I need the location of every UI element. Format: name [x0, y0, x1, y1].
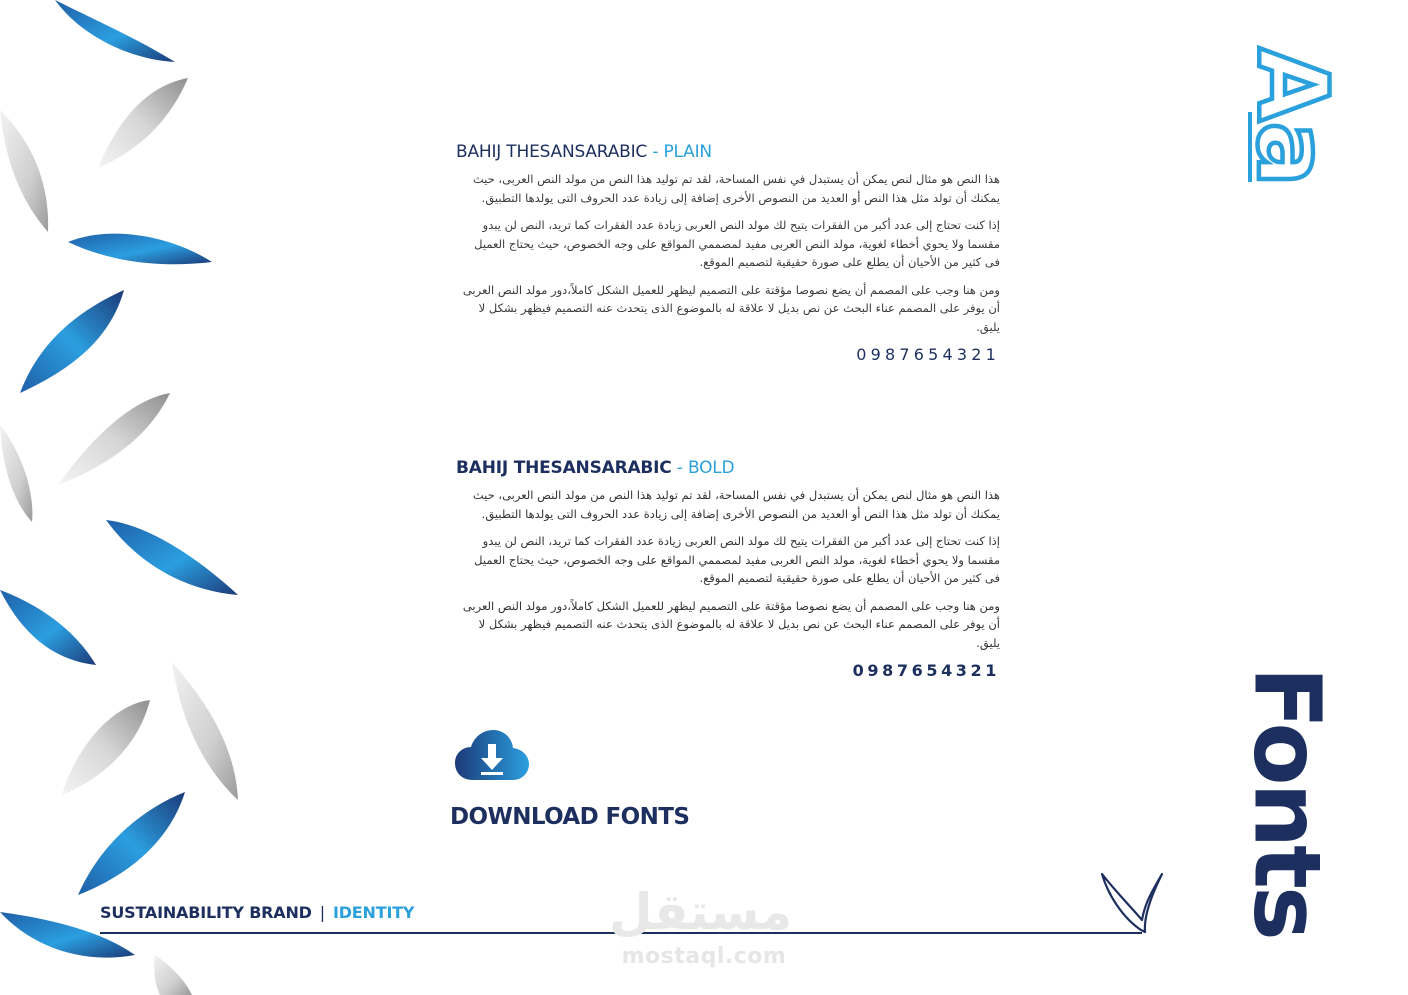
- brand-separator: |: [319, 903, 325, 922]
- brand-chevron-icon: [1098, 870, 1168, 936]
- sample-paragraph: ومن هنا وجب على المصمم أن يضع نصوصا مؤقتة على التصميم ليظهر للعميل الشكل كاملاً،دور مولد النص العربى أن يوفر على المصمم عناء البحث عن نص بديل لا علاقة له بالموضوع الذى يتحدث عنه التصميم فيظهر بشكل لا يليق.: [462, 598, 1000, 650]
- sample-paragraph: هذا النص هو مثال لنص يمكن أن يستبدل في نفس المساحة، لقد تم توليد هذا النص من مولد النص العربى، حيث يمكنك أن تولد مثل هذا النص أو العديد من النصوص الأخرى إضافة إلى زيادة عدد الحروف التى يولدها التطبيق.: [472, 172, 1000, 205]
- leaf-gray: [62, 700, 150, 795]
- brand-primary: SUSTAINABILITY BRAND: [100, 903, 312, 922]
- sample-digits: 0987654321: [856, 345, 1000, 364]
- sample-paragraph: إذا كنت تحتاج إلى عدد أكبر من الفقرات يتيح لك مولد النص العربى زيادة عدد الفقرات كما تريد، النص لن يبدو مقسما ولا يحوي أخطاء لغوية، مولد النص العربى مفيد لمصممي المواقع على وجه الخصوص، حيث يحتاج العميل فى كثير من الأحيان أن يطلع على صورة حقيقية لتصميم الموقع.: [474, 534, 1000, 585]
- leaf-gray: [0, 110, 48, 232]
- watermark-arabic: مستقل: [609, 883, 792, 941]
- sample-paragraph: ومن هنا وجب على المصمم أن يضع نصوصا مؤقتة على التصميم ليظهر للعميل الشكل كاملاً،دور مولد النص العربى أن يوفر على المصمم عناء البحث عن نص بديل لا علاقة له بالموضوع الذى يتحدث عنه التصميم فيظهر بشكل لا يليق.: [462, 282, 1000, 334]
- title-separator: -: [647, 142, 664, 162]
- brand-secondary: IDENTITY: [332, 903, 415, 922]
- font-title: [456, 458, 1000, 478]
- font-name: BAHIJ THESANSARABIC: [456, 142, 648, 162]
- sample-paragraph: هذا النص هو مثال لنص يمكن أن يستبدل في نفس المساحة، لقد تم توليد هذا النص من مولد النص العربى، حيث يمكنك أن تولد مثل هذا النص أو العديد من النصوص الأخرى إضافة إلى زيادة عدد الحروف التى يولدها التطبيق.: [472, 488, 1000, 521]
- sample-digits: 0987654321: [852, 661, 1000, 680]
- leaf-blue: [106, 520, 238, 595]
- title-separator: -: [671, 458, 688, 478]
- font-title: [456, 142, 1000, 162]
- download-fonts-link[interactable]: DOWNLOAD FONTS: [450, 804, 690, 830]
- leaf-gray: [154, 955, 192, 995]
- cloud-download-icon[interactable]: [455, 730, 529, 782]
- leaf-blue: [55, 0, 175, 62]
- page-title: [1232, 662, 1342, 942]
- footer-brand: [100, 903, 414, 922]
- leaf-gray: [172, 662, 238, 800]
- font-variant: BOLD: [687, 458, 735, 478]
- leaf-blue: [20, 290, 124, 393]
- leaf-blue: [0, 590, 96, 665]
- svg-text:Fonts: Fonts: [1233, 666, 1341, 938]
- leaf-gray: [0, 425, 32, 522]
- font-name: BAHIJ THESANSARABIC: [456, 458, 672, 478]
- leaf-blue: [78, 792, 185, 895]
- aa-glyph-icon: [1236, 42, 1348, 192]
- sample-paragraph: إذا كنت تحتاج إلى عدد أكبر من الفقرات يتيح لك مولد النص العربى زيادة عدد الفقرات كما تريد، النص لن يبدو مقسما ولا يحوي أخطاء لغوية، مولد النص العربى مفيد لمصممي المواقع على وجه الخصوص، حيث يحتاج العميل فى كثير من الأحيان أن يطلع على صورة حقيقية لتصميم الموقع.: [474, 218, 1000, 269]
- font-sample-plain: [456, 142, 1000, 364]
- svg-text:Aa: Aa: [1236, 47, 1348, 187]
- font-sample-bold: [456, 458, 1000, 680]
- decorative-leaves: [0, 0, 260, 995]
- watermark-url: mostaql.com: [621, 944, 787, 969]
- leaf-blue: [68, 234, 212, 265]
- font-variant: PLAIN: [663, 142, 712, 162]
- leaf-gray: [98, 78, 188, 168]
- leaf-gray: [58, 393, 170, 485]
